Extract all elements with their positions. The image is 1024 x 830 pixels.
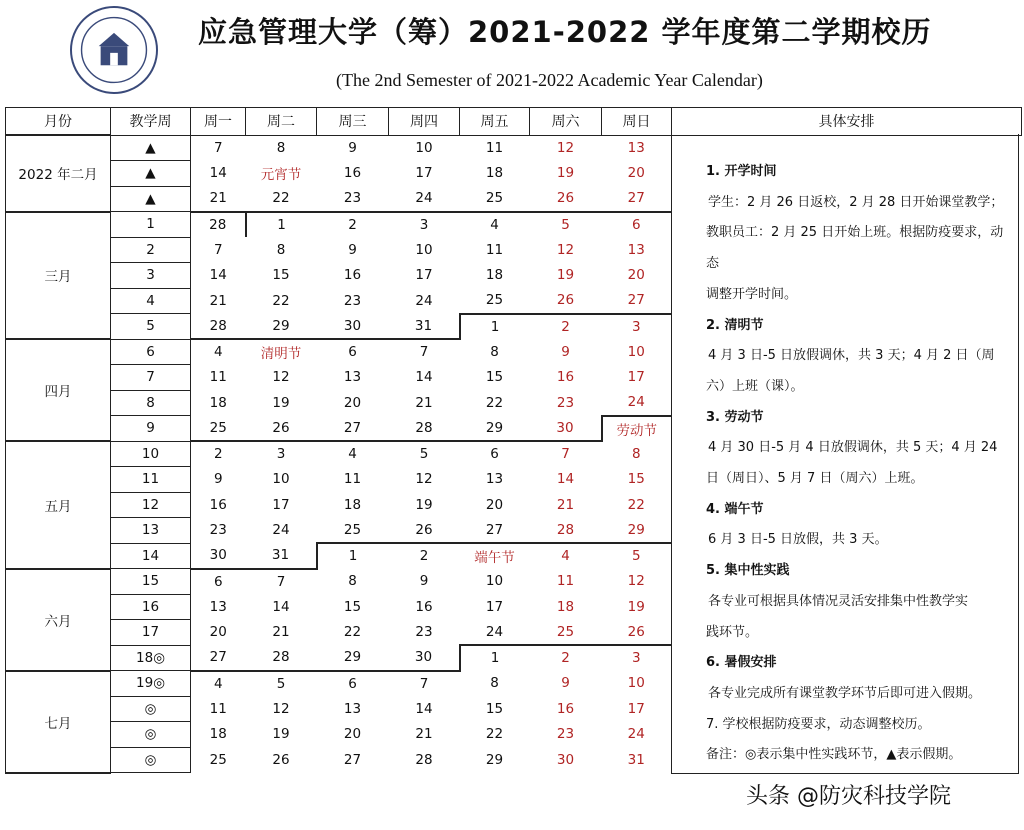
col-tue-header: 周二	[246, 108, 317, 136]
calendar-day: 7	[191, 237, 246, 263]
note-heading: 4. 端午节	[706, 501, 764, 517]
source-watermark: 头条 @防灾科技学院	[746, 784, 951, 809]
page-title: 应急管理大学（筹）2021-2022 学年度第二学期校历	[198, 15, 932, 49]
calendar-day: 14	[556, 471, 575, 488]
teaching-week: ◎	[111, 722, 191, 748]
calendar-day: 30	[343, 317, 362, 334]
calendar-day: 18	[556, 598, 575, 615]
calendar-day: 3	[602, 645, 672, 671]
calendar-day: 10	[272, 471, 290, 488]
note-text: 学生：2 月 26 日返校，2 月 28 日开始课堂教学；	[708, 194, 1004, 210]
calendar-day: 7	[191, 135, 246, 161]
month-label: 三月	[6, 212, 111, 340]
calendar-day: 17	[415, 165, 433, 182]
calendar-day: 25	[191, 416, 246, 442]
calendar-day: 9	[348, 241, 357, 258]
calendar-day: 19	[602, 594, 672, 620]
calendar-day: 18	[191, 390, 246, 416]
calendar-day: 端午节	[460, 543, 530, 569]
note-text: 日（周日）、5 月 7 日（周六）上班。	[706, 471, 924, 487]
calendar-day: 12	[272, 369, 290, 386]
calendar-day: 27	[191, 645, 246, 671]
calendar-day: 28	[415, 751, 433, 768]
calendar-day: 28	[191, 314, 246, 340]
col-wed-header: 周三	[317, 108, 389, 136]
calendar-day: 12	[415, 471, 433, 488]
calendar-day: 10	[602, 671, 672, 697]
col-month-header: 月份	[6, 108, 111, 136]
calendar-day: 19	[556, 165, 575, 182]
teaching-week: 10	[111, 441, 191, 467]
month-label: 五月	[6, 441, 111, 569]
calendar-day: 10	[485, 573, 504, 590]
calendar-day: 8	[276, 140, 286, 156]
note-text: 调整开学时间。	[706, 286, 798, 302]
calendar-day: 20	[602, 263, 672, 289]
calendar-day: 29	[343, 649, 362, 666]
calendar-day: 12	[556, 140, 575, 156]
calendar-day: 14	[191, 161, 246, 187]
calendar-day: 23	[191, 518, 246, 544]
calendar-day: 23	[343, 292, 362, 309]
calendar-day: 6	[460, 441, 530, 467]
calendar-day: 16	[556, 369, 575, 386]
calendar-day: 8	[276, 241, 286, 258]
calendar-day: 7	[389, 339, 460, 365]
calendar-day: 24	[602, 390, 672, 416]
calendar-day: 3	[389, 212, 460, 238]
calendar-day: 1	[460, 645, 530, 671]
calendar-day: 9	[561, 675, 570, 692]
calendar-day: 清明节	[246, 339, 317, 365]
calendar-day: 24	[272, 522, 290, 539]
month-label: 七月	[6, 671, 111, 773]
calendar-day: 20	[485, 496, 504, 513]
calendar-day: 28	[556, 521, 575, 538]
calendar-day: 14	[191, 263, 246, 289]
note-text: 6 月 3 日-5 日放假，共 3 天。	[708, 532, 888, 548]
calendar-day: 4	[460, 212, 530, 238]
calendar-day: 15	[485, 369, 504, 386]
calendar-day: 26	[602, 620, 672, 646]
note-heading: 6. 暑假安排	[706, 655, 777, 671]
calendar-day: 元宵节	[260, 167, 302, 184]
calendar-day: 9	[561, 343, 570, 360]
note-text: 教职员工：2 月 25 日开始上班。根据防疫要求，动态	[706, 225, 1004, 272]
calendar-day: 29	[272, 317, 290, 334]
calendar-day: 8	[348, 573, 357, 590]
calendar-day: 22	[485, 394, 504, 411]
calendar-day: 16	[343, 267, 362, 284]
note-heading: 3. 劳动节	[706, 409, 764, 425]
calendar-day: 22	[272, 190, 290, 207]
calendar-day: 15	[272, 267, 290, 284]
calendar-day: 2	[317, 212, 389, 238]
calendar-day: 11	[191, 365, 246, 391]
calendar-day: 13	[602, 135, 672, 161]
calendar-day: 18	[485, 165, 504, 182]
calendar-day: 20	[343, 394, 362, 411]
calendar-day: 29	[602, 518, 672, 544]
calendar-day: 14	[415, 369, 433, 386]
calendar-day: 4	[530, 543, 602, 569]
note-heading: 2. 清明节	[706, 317, 764, 333]
calendar-day: 4	[317, 441, 389, 467]
note-text: 践环节。	[706, 624, 759, 640]
teaching-week: ▲	[111, 186, 191, 212]
teaching-week: ▲	[111, 135, 191, 161]
calendar-day: 5	[246, 671, 317, 697]
calendar-day: 12	[602, 569, 672, 595]
calendar-day: 21	[415, 394, 433, 411]
calendar-day: 2	[530, 314, 602, 340]
teaching-week: ▲	[111, 161, 191, 187]
calendar-day: 19	[415, 496, 433, 513]
calendar-day: 6	[317, 339, 389, 365]
calendar-day: 2	[389, 543, 460, 569]
calendar-day: 27	[343, 751, 362, 768]
calendar-day: 10	[415, 241, 433, 258]
calendar-day: 28	[272, 649, 290, 666]
col-sun-header: 周日	[602, 108, 672, 136]
calendar-day: 13	[191, 594, 246, 620]
calendar-day: 11	[485, 140, 504, 156]
calendar-day: 24	[485, 623, 504, 640]
arrangement-notes	[671, 134, 1019, 774]
calendar-day: 劳动节	[602, 416, 672, 442]
teaching-week: 6	[111, 339, 191, 365]
calendar-day: 11	[556, 573, 575, 590]
calendar-day: 13	[343, 700, 362, 717]
teaching-week: 17	[111, 620, 191, 646]
calendar-day: 17	[272, 496, 290, 513]
teaching-week: ◎	[111, 747, 191, 773]
calendar-day: 17	[602, 365, 672, 391]
note-text: 4 月 30 日-5 月 4 日放假调休，共 5 天；4 月 24	[708, 440, 998, 456]
calendar-day: 7	[530, 441, 602, 467]
col-thu-header: 周四	[389, 108, 460, 136]
calendar-day: 31	[271, 547, 290, 564]
calendar-day: 12	[556, 241, 575, 258]
calendar-day: 15	[343, 598, 362, 615]
calendar-day: 27	[343, 419, 362, 436]
calendar-day: 7	[246, 569, 317, 595]
calendar-day: 21	[415, 726, 433, 743]
teaching-week: 15	[111, 569, 191, 595]
teaching-week: 16	[111, 594, 191, 620]
teaching-week: 13	[111, 518, 191, 544]
page-subtitle: (The 2nd Semester of 2021-2022 Academic Year Calendar)	[336, 70, 763, 90]
calendar-header-row	[6, 108, 1022, 136]
calendar-day: 25	[485, 190, 504, 207]
calendar-day: 21	[556, 496, 575, 513]
calendar-day: 11	[343, 471, 362, 488]
calendar-day: 6	[317, 671, 389, 697]
calendar-day: 15	[485, 700, 504, 717]
calendar-day: 3	[246, 441, 317, 467]
teaching-week: 5	[111, 314, 191, 340]
calendar-day: 1	[460, 314, 530, 340]
calendar-day: 28	[415, 419, 433, 436]
calendar-day: 22	[602, 492, 672, 518]
note-text: 7. 学校根据防疫要求，动态调整校历。	[706, 716, 931, 732]
calendar-day: 28	[191, 212, 246, 238]
teaching-week: 7	[111, 365, 191, 391]
note-text: 各专业完成所有课堂教学环节后即可进入假期。	[708, 685, 982, 701]
calendar-day: 16	[191, 492, 246, 518]
calendar-day: 30	[414, 649, 433, 666]
teaching-week: 4	[111, 288, 191, 314]
calendar-day: 30	[556, 419, 574, 436]
teaching-week: 8	[111, 390, 191, 416]
calendar-day: 9	[348, 140, 357, 156]
note-heading: 5. 集中性实践	[706, 563, 790, 579]
calendar-day: 23	[556, 726, 575, 743]
calendar-day: 16	[415, 598, 433, 615]
note-text: 各专业可根据具体情况灵活安排集中性教学实	[708, 593, 969, 609]
calendar-day: 22	[485, 726, 504, 743]
calendar-day: 27	[602, 186, 672, 212]
calendar-day: 27	[602, 288, 672, 314]
calendar-day: 20	[191, 620, 246, 646]
calendar-day: 19	[272, 394, 290, 411]
calendar-day: 29	[485, 751, 504, 768]
calendar-day: 22	[343, 624, 362, 641]
calendar-day: 24	[602, 722, 672, 748]
col-fri-header: 周五	[460, 108, 530, 136]
teaching-week: 3	[111, 263, 191, 289]
calendar-day: 3	[602, 314, 672, 340]
month-label: 四月	[6, 339, 111, 441]
teaching-week: 2	[111, 237, 191, 263]
calendar-day: 17	[602, 696, 672, 722]
col-mon-header: 周一	[191, 108, 246, 136]
calendar-day: 14	[272, 598, 290, 615]
calendar-day: 18	[485, 267, 504, 284]
calendar-day: 8	[490, 675, 499, 692]
calendar-day: 21	[191, 288, 246, 314]
calendar-day: 20	[343, 726, 362, 743]
calendar-day: 16	[556, 700, 575, 717]
calendar-day: 10	[415, 140, 433, 156]
col-arrangement-header: 具体安排	[672, 108, 1022, 136]
calendar-day: 11	[191, 696, 246, 722]
calendar-day: 25	[556, 623, 575, 640]
calendar-day: 2	[530, 645, 602, 671]
calendar-day: 19	[272, 726, 290, 743]
calendar-day: 7	[389, 671, 460, 697]
calendar-day: 4	[191, 671, 246, 697]
calendar-day: 23	[343, 190, 362, 207]
calendar-day: 8	[490, 343, 499, 360]
calendar-day: 17	[485, 598, 504, 615]
calendar-day: 23	[556, 394, 575, 411]
teaching-week: 9	[111, 416, 191, 442]
note-heading: 1. 开学时间	[706, 164, 777, 179]
calendar-day: 25	[343, 521, 362, 538]
teaching-week: ◎	[111, 696, 191, 722]
note-text: 4 月 3 日-5 日放假调休，共 3 天；4 月 2 日（周	[708, 348, 995, 364]
note-text: 六）上班（课）。	[706, 378, 804, 394]
calendar-day: 31	[602, 747, 672, 773]
calendar-day: 25	[485, 292, 504, 309]
calendar-day: 10	[602, 339, 672, 365]
calendar-day: 5	[530, 212, 602, 238]
calendar-day: 26	[272, 419, 290, 436]
calendar-day: 17	[415, 267, 433, 284]
calendar-day: 24	[415, 292, 433, 309]
calendar-day: 21	[191, 186, 246, 212]
calendar-day: 9	[191, 467, 246, 493]
calendar-day: 23	[415, 624, 433, 641]
calendar-day: 18	[343, 496, 362, 513]
calendar-day: 13	[343, 369, 362, 386]
teaching-week: 11	[111, 467, 191, 493]
calendar-day: 1	[246, 212, 317, 238]
calendar-day: 11	[485, 241, 504, 258]
calendar-day: 8	[602, 441, 672, 467]
calendar-day: 6	[602, 212, 672, 238]
month-label: 2022 年二月	[6, 135, 111, 212]
teaching-week: 18◎	[111, 645, 191, 671]
calendar-day: 13	[485, 471, 504, 488]
teaching-week: 1	[111, 212, 191, 238]
month-label: 六月	[6, 569, 111, 671]
calendar-day: 24	[415, 190, 433, 207]
calendar-day: 15	[602, 467, 672, 493]
teaching-week: 12	[111, 492, 191, 518]
calendar-day: 22	[272, 292, 290, 309]
calendar-day: 30	[191, 543, 246, 569]
calendar-day: 26	[556, 292, 575, 309]
calendar-day: 1	[317, 543, 389, 569]
teaching-week: 14	[111, 543, 191, 569]
calendar-day: 26	[415, 521, 433, 538]
calendar-day: 26	[556, 190, 575, 207]
calendar-day: 30	[556, 751, 575, 768]
calendar-day: 13	[602, 237, 672, 263]
calendar-day: 25	[191, 747, 246, 773]
calendar-day: 5	[602, 543, 672, 569]
calendar-day: 14	[415, 700, 433, 717]
calendar-day: 9	[419, 573, 429, 590]
calendar-day: 29	[485, 419, 504, 436]
calendar-day: 26	[272, 751, 290, 768]
calendar-day: 18	[191, 722, 246, 748]
col-week-header: 教学周	[111, 108, 191, 136]
calendar-day: 2	[191, 441, 246, 467]
calendar-day: 5	[389, 441, 460, 467]
calendar-day: 12	[272, 700, 290, 717]
calendar-day: 4	[191, 339, 246, 365]
col-sat-header: 周六	[530, 108, 602, 136]
calendar-day: 16	[343, 165, 362, 182]
note-text: 备注：◎表示集中性实践环节，▲表示假期。	[706, 747, 962, 763]
calendar-day: 27	[485, 521, 504, 538]
calendar-day: 6	[191, 569, 246, 595]
calendar-day: 31	[414, 317, 433, 334]
calendar-day: 19	[556, 267, 575, 284]
teaching-week: 19◎	[111, 671, 191, 697]
calendar-day: 21	[272, 624, 290, 641]
university-seal-icon	[70, 6, 158, 94]
calendar-day: 20	[602, 161, 672, 187]
